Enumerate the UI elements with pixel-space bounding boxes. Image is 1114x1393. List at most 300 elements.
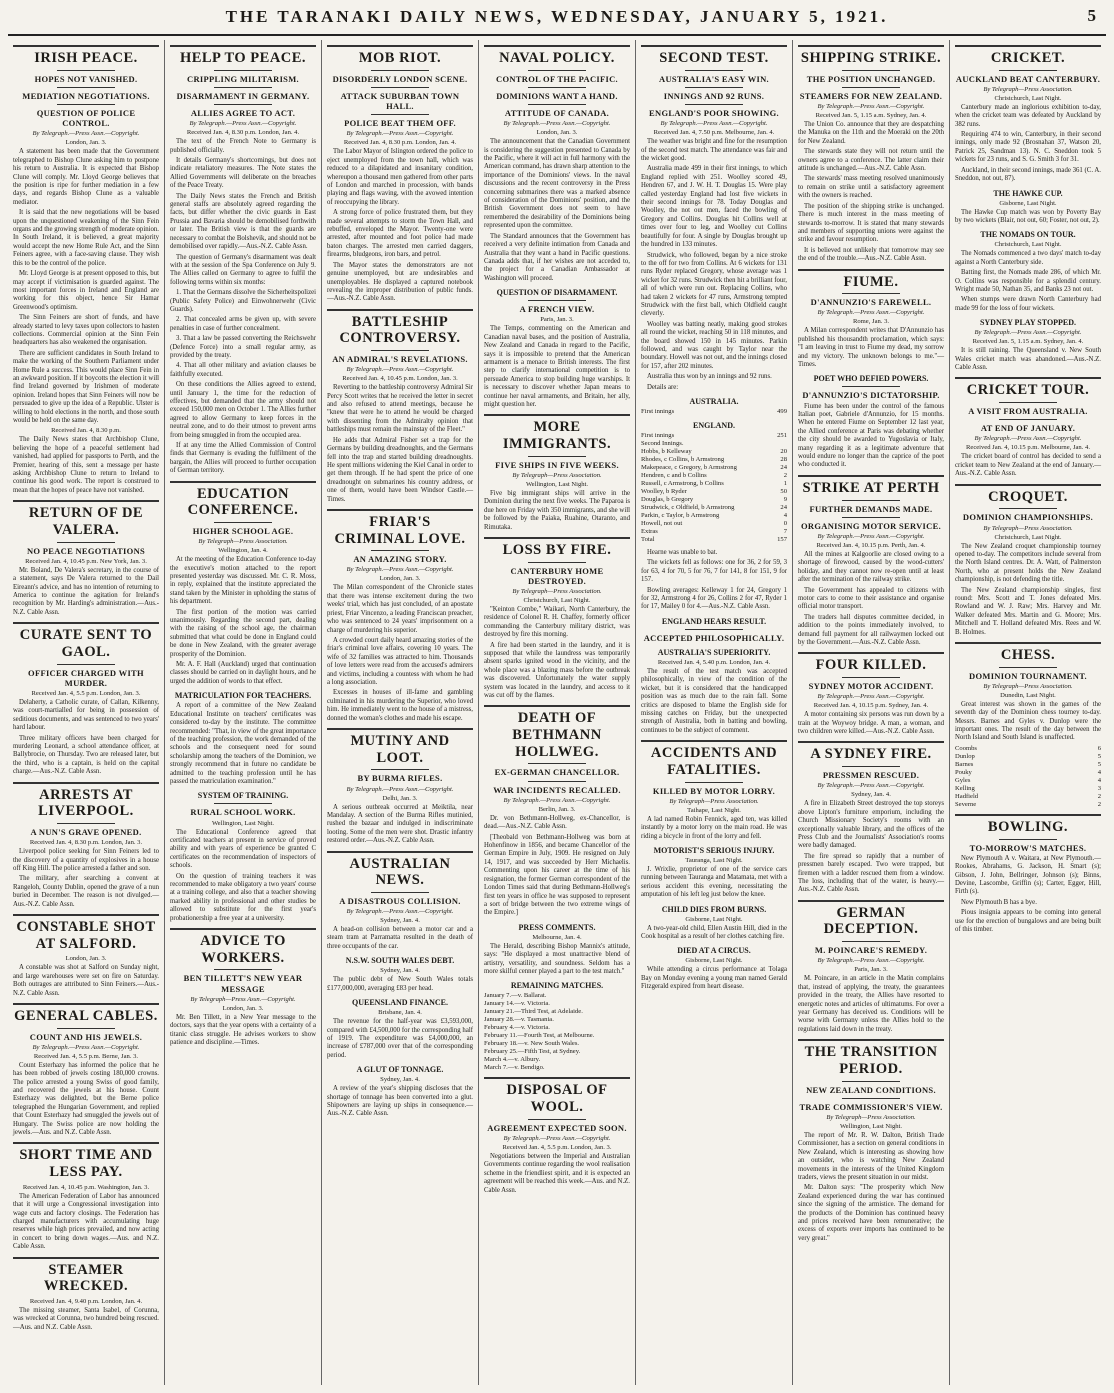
- article-headline: CRICKET.: [990, 50, 1066, 66]
- paragraph: The Milan correspondent of the Chronicle states that there was intense excitement during the two weeks' trial, which has just concluded, of an apostate priest, Friar Vincenzo, a leading Franciscan preacher, who was sentenced to 24 years' imprisonment on a charge of murdering his superior.: [327, 584, 473, 634]
- table-row: [955, 793, 1101, 801]
- headline-rule: [13, 1142, 159, 1144]
- row-value: 5: [1097, 760, 1101, 768]
- article: [641, 946, 787, 991]
- article: [170, 791, 316, 923]
- row-value: 2: [1097, 792, 1101, 800]
- masthead: [8, 0, 1106, 36]
- paragraph: There are sufficient candidates in South Ireland to make the working of the Southern Parliament under Home Rule a success. This would place Sinn Fein in an awkward position. If it boycotts the election it will find Ireland governed by Irishmen of moderate opinion. Ireland hopes that Sinn Feiners will now be persuaded to give up the idea of a Republic. Ulster is willing to hold elections in the north, and those south would be held on the same day.: [13, 349, 159, 425]
- paragraph: Auckland, in their second innings, made 361 (C. A. Sneddon, not out, 87).: [955, 166, 1101, 183]
- article: [13, 622, 159, 776]
- row-label: First innings: [641, 432, 675, 440]
- article-subhead: AN AMAZING STORY.: [353, 554, 447, 565]
- divider: [842, 677, 900, 678]
- paragraph: On these conditions the Allies agreed to extend, until January 1, the time for the reduction of effectives, but demanded that the army should not exceed 150,000 men on October 1. The Allies further agreed to allow Germany to keep forces in the neutral zone, and to do their utmost to prevent arms from being smuggled in from the occupied area.: [170, 381, 316, 439]
- byline: By Telegraph.—Press Assn.—Copyright.: [817, 103, 925, 111]
- divider: [685, 782, 743, 783]
- paragraph: A strong force of police frustrated them, but they made several attempts to storm the Town Hall, and rebuffed, enveloped the Mayor. Twenty-one were arrested, after mounted and foot police had made baton charges. The arrested men carried daggers, firearms, bludgeons, iron bars, and petrol.: [327, 209, 473, 259]
- row-value: 20: [780, 448, 787, 456]
- section-subheading: N.S.W. SOUTH WALES DEBT.: [345, 956, 455, 966]
- dateline: Received Jan. 4, 10.45 p.m. New York, Jan. 3.: [25, 557, 147, 565]
- row-value: 7: [783, 528, 787, 536]
- dateline: London, Jan. 3.: [379, 575, 421, 583]
- article-headline: LOSS BY FIRE.: [502, 541, 612, 558]
- dateline: Received Jan. 4, 5.5 p.m. Berne, Jan. 3.: [33, 1052, 139, 1060]
- headline-rule: [13, 914, 159, 916]
- paragraph: The Union Co. announce that they are despatching the Manuka on the 11th and the Moeraki on the 20th for New Zealand.: [798, 121, 944, 145]
- byline: By Telegraph.—Press Assn.—Copyright.: [503, 120, 611, 128]
- table-row: [955, 801, 1101, 809]
- article: [327, 998, 473, 1060]
- row-value: 2: [1097, 800, 1101, 808]
- dateline: Received Jan. 4, 8.30 p.m. London, Jan. 4.: [343, 139, 457, 147]
- article-headline: SECOND TEST.: [659, 50, 769, 66]
- row-label: Kelling: [955, 784, 975, 792]
- divider: [842, 500, 900, 501]
- paragraph: J. Wrixlie, proprietor of one of the service cars running between Tauranga and Matamata, met with a serious accident this evening, necessitating the amputation of his left leg just below the knee.: [641, 866, 787, 899]
- headline-rule: [484, 414, 630, 416]
- headline-rule: [13, 500, 159, 502]
- article-headline: FIUME.: [843, 273, 899, 290]
- row-label: Total: [641, 536, 655, 544]
- divider: [57, 104, 115, 105]
- table-row: [641, 496, 787, 504]
- paragraph: A Milan correspondent writes that D'Annunzio has published his thousandth proclamation, which says: "I am leaving in trust to Fiume my dead, my sorrow and my victory. The unknown belongs to me."—Times.: [798, 327, 944, 369]
- headline-rule: [955, 45, 1101, 47]
- article-headline: EDUCATION CONFERENCE.: [187, 485, 299, 519]
- headline-rule: [13, 45, 159, 47]
- article: [641, 846, 787, 900]
- paragraph: A head-on collision between a motor car and a steam tram at Parramatta resulted in the death of three occupants of the car.: [327, 926, 473, 950]
- article-headline: NAVAL POLICY.: [499, 50, 615, 66]
- section-subheading: CHILD DIES FROM BURNS.: [661, 904, 767, 914]
- headline-rule: [955, 642, 1101, 644]
- dateline: London, Jan. 3.: [222, 1004, 264, 1012]
- paragraph: Negotiations between the Imperial and Australian Governments continue regarding the wool realisation scheme in the friendliest spirit, and it is expected an agreement will be reached this week.—Aus. and N.Z. Cable Assn.: [484, 1152, 630, 1194]
- article: [327, 956, 473, 993]
- paragraph: Reverting to the battleship controversy Admiral Sir Percy Scott writes that he received the letter in secret and also refused to attend meetings, because he "knew that were he to attend he would be charged with dissenting from the Admiralty opinion that battleships must remain the mainstay of the Fleet.": [327, 384, 473, 434]
- paragraph: It is still raining. The Queensland v. New South Wales cricket match was abandoned.—Aus.-N.Z. Cable Assn.: [955, 347, 1101, 371]
- section-subheading: QUEENSLAND FINANCE.: [351, 998, 448, 1008]
- score-table: [484, 992, 630, 1072]
- article: [641, 397, 787, 416]
- article-subhead: PRESSMEN RESCUED.: [822, 770, 920, 781]
- article-subhead: D'ANNUNZIO'S DICTATORSHIP.: [802, 390, 940, 401]
- divider: [371, 892, 429, 893]
- table-row: [641, 408, 787, 416]
- article-headline: CROQUET.: [988, 488, 1068, 505]
- column-3: [322, 40, 479, 1385]
- table-row: [484, 992, 630, 1000]
- section-subheading: A GLUT OF TONNAGE.: [356, 1065, 444, 1075]
- byline: By Telegraph.—Press Assn.—Copyright.: [32, 130, 140, 138]
- dateline: Sydney, Jan. 4.: [380, 917, 420, 925]
- article-headline: DEATH OF BETHMANN HOLLWEG.: [512, 710, 602, 760]
- divider: [842, 1098, 900, 1099]
- paragraph: A lad named Robin Fennick, aged ten, was killed instantly by a motor lorry on the main road. He was riding a bicycle in front of the lorry and fell.: [641, 815, 787, 840]
- article: [955, 189, 1101, 226]
- dateline: Christchurch, Last Night.: [523, 597, 591, 604]
- paragraph: [Theobald von Bethmann-Hollweg was born at Hohenfinow in 1856, and became Chancellor of the German Empire in July, 1909. He resigned on July 14, 1917, and was succeeded by Herr Michaelis. Commenting upon his career at the time of his resignation, the former German correspondent of the London Times said that during Bethmann-Hollweg's first ten years in office he was supposed to represent a sort of bridge between the two extreme wings of the Empire.]: [484, 833, 630, 917]
- row-value: 3: [1097, 784, 1101, 792]
- article-subhead: AUCKLAND BEAT CANTERBURY.: [955, 73, 1101, 84]
- article-subhead: ATTITUDE OF CANADA.: [504, 108, 610, 119]
- dateline: Melbourne, Jan. 4.: [532, 933, 582, 941]
- headline-rule: [13, 782, 159, 784]
- paragraph: A two-year-old child, Ellen Austin Hill, died in the Cook hospital as a result of her clothes catching fire.: [641, 924, 787, 941]
- headline-rule: [798, 269, 944, 271]
- article-subhead: OFFICER CHARGED WITH MURDER.: [28, 667, 144, 688]
- paragraph: Delaherty, a Catholic curate, of Callan, Kilkenny, was court-martialled for being in possession of seditious documents, and was sentenced to two years' hard labour.: [13, 698, 159, 732]
- paragraph: The revenue for the half-year was £3,593,000, compared with £4,500,000 for the corresponding half of 1919. The expenditure was £4,000,000, an increase of £787,000 over that of the corresponding period.: [327, 1018, 473, 1059]
- divider: [842, 70, 900, 71]
- article: [13, 782, 159, 909]
- article: [170, 691, 316, 786]
- article-subhead: AUSTRALIA'S EASY WIN.: [659, 73, 769, 84]
- dateline: Wellington, Last Night.: [839, 1122, 903, 1130]
- paragraph: It details Germany's shortcomings, but does not indicate retaliatory measures. The Note states the Allied Governments will deliberate on the breaches of the Peace Treaty.: [170, 157, 316, 190]
- row-label: Douglas, b Gregory: [641, 496, 694, 504]
- article-headline: MOB RIOT.: [358, 50, 442, 66]
- row-value: 24: [780, 504, 787, 512]
- dateline: Delhi, Jan. 3.: [382, 794, 418, 802]
- section-subheading: SYSTEM OF TRAINING.: [197, 791, 289, 801]
- paragraph: The Temps, commenting on the American and Canadian naval bases, and the position of Australia, New Zealand and Canada in regard to the Pacific, says it is impossible to pretend that the American armament is a menace to British interests. The first step to clarify international competition is to persuade America to stop building huge warships. It is necessary to discover whether Japan means to continue her naval armaments, and Britain, her ally, might question her.: [484, 325, 630, 408]
- article-subhead: ATTACK SUBURBAN TOWN HALL.: [340, 90, 460, 112]
- divider: [214, 803, 272, 804]
- paragraph: The weather was bright and fine for the resumption of the second test match. The attendance was fair and the wicket good.: [641, 138, 787, 163]
- divider: [57, 542, 115, 543]
- divider: [371, 350, 429, 351]
- section-subheading: SYDNEY PLAY STOPPED.: [979, 318, 1077, 328]
- row-label: Coombs: [955, 744, 977, 752]
- paragraph: He adds that Admiral Fisher set a trap for the Germans by building dreadnoughts, and the Germans fell into the trap and started building dreadnoughts. He spent millions widening the Kiel Canal in order to get them through. If he had spent the price of one dreadnought on submarines his country address, or one of them, would have been Windsor Castle.—Times.: [327, 436, 473, 503]
- row-value: 4: [783, 512, 787, 520]
- dateline: Tauranga, Last Night.: [685, 857, 743, 865]
- table-row: [641, 512, 787, 520]
- byline: By Telegraph.—Press Assn.—Copyright.: [817, 532, 925, 540]
- article-subhead: DOMINION CHAMPIONSHIPS.: [962, 512, 1094, 523]
- article-subhead: HOPES NOT VANISHED.: [34, 73, 138, 84]
- score-table: [955, 745, 1101, 809]
- divider: [999, 419, 1057, 420]
- divider: [999, 508, 1057, 509]
- article-subhead: POLICE BEAT THEM OFF.: [344, 118, 456, 129]
- divider: [685, 104, 743, 105]
- headline-rule: [641, 45, 787, 47]
- paragraph: Pious insignia appears to be coming into general use for the erection of bungalows and are being built of this timber.: [955, 909, 1101, 933]
- article: [955, 45, 1101, 184]
- article-headline: STRIKE AT PERTH: [802, 479, 940, 496]
- divider: [371, 769, 429, 770]
- paragraph: The public debt of New South Wales totals £177,000,000, averaging £83 per head.: [327, 976, 473, 992]
- row-value: 0: [783, 520, 787, 528]
- row-label: Extras: [641, 528, 658, 536]
- byline: By Telegraph—Press Association.: [198, 538, 288, 546]
- headline-rule: [13, 1257, 159, 1259]
- divider: [842, 87, 900, 88]
- headline-rule: [798, 652, 944, 654]
- article: [13, 45, 159, 495]
- dateline: London, Jan. 3.: [65, 139, 107, 147]
- dateline: Received Jan. 5, 1.15 a.m. Sydney, Jan. 4.: [972, 338, 1084, 346]
- divider: [528, 562, 586, 563]
- headline-rule: [484, 45, 630, 47]
- article: [955, 377, 1101, 478]
- dateline: Received Jan. 4, 8.30 p.m. London, Jan. 4.: [186, 129, 300, 137]
- paragraph: Requiring 474 to win, Canterbury, in their second innings, only made 92 (Brosnahan 37, Watson 20, Patrick 25, Sandman 13). N. C. Sneddon took 5 wickets for 23 runs, and S. G. Smith 3 for 31.: [955, 131, 1101, 164]
- byline: By Telegraph.—Press Assn.—Copyright.: [660, 120, 768, 128]
- column-1: [8, 40, 165, 1385]
- columns: [8, 40, 1106, 1385]
- article-subhead: QUESTION OF POLICE CONTROL.: [36, 108, 136, 129]
- column-6: [793, 40, 950, 1385]
- article-subhead: RURAL SCHOOL WORK.: [190, 807, 296, 818]
- table-row: [484, 1040, 630, 1048]
- paragraph: It is said that the new negotiations will be based upon the unquestioned weakening of the Sinn Fein organs and the growing strength of moderate opinion. In South Ireland, it is believed, a great majority would accept the new Home Rule Act, and the Sinn Feiners agree, with a face-saving clause. They wish this to be the control of the police.: [13, 209, 159, 267]
- paragraph: The Nomads commenced a two days' match to-day against a North Canterbury side.: [955, 250, 1101, 266]
- paragraph: A crowded court daily heard amazing stories of the friar's criminal love affairs, covering 10 years. The wife of 32 families was attracted to him. Thousands of love letters were read from the accused's admirers and victims, including a countess with whom he had a long association.: [327, 636, 473, 686]
- paragraph: Great interest was shown in the games of the seventh day of the Dominion chess tourney to-day. Messrs. Barnes and Gyles v. Dunlop were the important ones. The result of the day between the North Island and South Island is unaffected.: [955, 700, 1101, 742]
- dateline: Wellington, Last Night.: [211, 819, 275, 827]
- article-headline: DISPOSAL OF WOOL.: [506, 1082, 608, 1116]
- article: [13, 1003, 159, 1138]
- article-subhead: KILLED BY MOTOR LORRY.: [652, 785, 776, 796]
- paragraph: "Keinton Combe," Waikari, North Canterbury, the residence of Colonel R. H. Chaffey, formerly officer commanding the Canterbury military district, was destroyed by fire this morning.: [484, 606, 630, 639]
- paragraph: The Herald, describing Bishop Mannix's attitude, says: "He displayed a most unattractive blend of artistry, versatility, and soundness. Seldom has a more skilful cenner played a part to the test match.": [484, 942, 630, 975]
- dateline: Sydney, Jan. 4.: [380, 1076, 420, 1084]
- divider: [371, 114, 429, 115]
- row-label: January 14.—v. Victoria.: [484, 1000, 550, 1008]
- paragraph: The Mayor states the demonstrators are not genuine unemployed, but are undesirables and unemployables. He displayed a captured notebook revealing the improper distribution of public funds.—Aus.-N.Z. Cable Assn.: [327, 261, 473, 303]
- divider: [214, 969, 272, 970]
- row-label: Rhodes, c Collins, b Armstrong: [641, 456, 725, 464]
- paragraph: The first portion of the motion was carried unanimously. Regarding the second part, dealing with the raising of the school age, the chairman submitted that what could be done in England could be done in New Zealand, with the greater average prosperity of the Dominion.: [170, 608, 316, 658]
- dateline: Wellington, Last Night.: [525, 480, 589, 488]
- article-subhead: CONTROL OF THE PACIFIC.: [496, 73, 618, 84]
- row-label: January 28.—v. Tasmania.: [484, 1016, 554, 1024]
- article: [798, 900, 944, 1034]
- row-label: Hadfield: [955, 792, 979, 800]
- dateline: Rome, Jan. 3.: [852, 318, 890, 326]
- row-label: Severne: [955, 800, 977, 808]
- section-subheading: THE NOMADS ON TOUR.: [980, 230, 1076, 240]
- headline-rule: [327, 851, 473, 853]
- paragraph: 3. That a law be passed converting the Reichswehr (Defence Force) into a small regular army, as provided by the treaty.: [170, 335, 316, 359]
- divider: [528, 763, 586, 764]
- article-headline: IRISH PEACE.: [34, 50, 138, 66]
- article: [170, 928, 316, 1047]
- article: [13, 1142, 159, 1251]
- byline: By Telegraph.—Press Assn.—Copyright.: [974, 435, 1082, 443]
- headline-rule: [327, 45, 473, 47]
- article: [484, 537, 630, 701]
- paragraph: Australia thus won by an innings and 92 runs.: [647, 373, 772, 381]
- byline: By Telegraph.—Press Assn.—Copyright.: [503, 796, 611, 804]
- article-subhead: NEW ZEALAND CONDITIONS.: [806, 1084, 936, 1095]
- headline-rule: [13, 622, 159, 624]
- article-subhead: A FRENCH VIEW.: [519, 304, 595, 315]
- headline-rule: [798, 475, 944, 477]
- paragraph: A fire in Elizabeth Street destroyed the top storeys above Lipton's furniture emporium, including the Church Missionary Society's rooms with an exceptionally valuable library, and the offices of the Press Club and the Journalists' Association's rooms were badly damaged.: [798, 800, 944, 850]
- row-label: January 21.—Third Test, at Adelaide.: [484, 1008, 583, 1016]
- paragraph: 2. That concealed arms be given up, with severe penalties in case of further concealment.: [170, 316, 316, 332]
- paragraph: 1. That the Germans dissolve the Sicherheitspolizei (Public Safety Police) and Einwohnerwehr (Civic Guards).: [170, 289, 316, 313]
- headline-rule: [641, 740, 787, 742]
- article-subhead: FIVE SHIPS IN FIVE WEEKS.: [495, 459, 619, 470]
- row-label: Second Innings.: [641, 440, 684, 448]
- paragraph: The Daily News states that Archbishop Clune, believing the hope of a peaceful settlement had vanished, had applied for passports to Perth, and the Premier, hearing of this, sent a message per haste asking Archbishop Clune to return to Ireland to continue his good work. The report is construed to mean that the hopes of peace have not vanished.: [13, 436, 159, 494]
- byline: By Telegraph.—Press Assn.—Copyright.: [817, 782, 925, 790]
- article-subhead: HIGHER SCHOOL AGE.: [192, 526, 294, 537]
- row-label: Barnes: [955, 760, 974, 768]
- row-label: March 7.—v. Bendigo.: [484, 1064, 545, 1072]
- byline: By Telegraph.—Press Assn.—Copyright.: [189, 120, 297, 128]
- divider: [528, 87, 586, 88]
- row-label: Parkin, c Taylor, b Armstrong: [641, 512, 720, 520]
- headline-rule: [955, 377, 1101, 379]
- divider: [57, 87, 115, 88]
- paragraph: The report of Mr. R. W. Dalton, British Trade Commissioner, has a section on general conditions in New Zealand, which is interesting as showing how an outsider, who is watching New Zealand movements in the interests of the United Kingdom traders, views the present situation in our midst.: [798, 1131, 944, 1181]
- dateline: Received Jan. 4, 5.5 p.m. London, Jan. 3.: [502, 1143, 612, 1151]
- article-subhead: A NUN'S GRAVE OPENED.: [30, 826, 142, 837]
- table-row: [641, 464, 787, 472]
- dateline: Received Jan. 4, 10.45 p.m. Washington, Jan. 3.: [22, 1183, 150, 1191]
- paragraph: 4. That all other military and aviation clauses be faithfully executed.: [170, 362, 316, 378]
- paragraph: Australia made 499 in their first innings, to which England replied with 251. Woolley scored 49, Hendren 67, and J. W. H. T. Douglas 15. Were play called yesterday England had lost five wickets in their second innings for 78. Today Douglas and Woolley, the not out men, faced the bowling of Gregory and Collins. Douglas hit Collins well at times over four to leg, and Woolley cut Collins beautifully for four. A single by Douglas brought up the hundred in 133 minutes.: [641, 165, 787, 249]
- article-subhead: INNINGS AND 92 RUNS.: [663, 90, 765, 101]
- paragraph: Bowling averages: Kelleway 1 for 24, Gregory 1 for 32, Armstrong 4 for 26, Collins 2 for 47, Ryder 1 for 17, Mailey 0 for 4.—Aus.-N.Z. Cable Assn.: [641, 586, 787, 611]
- page-number: 5: [1087, 6, 1096, 25]
- article-subhead: DOMINION TOURNAMENT.: [969, 670, 1087, 681]
- paragraph: The Daily News states the French and British general staffs are absolutely agreed regarding the facts, but differ whether the civic guards in East Prussia and Bavaria should be demobilised forthwith or later. The British view is that the guards are necessary to combat the Bolshevik, and should not be demobilised over rapidly.—Aus.-N.Z. Cable Assn.: [170, 192, 316, 251]
- section-subheading: POET WHO DEFIED POWERS.: [813, 374, 929, 384]
- headline-rule: [798, 45, 944, 47]
- divider: [999, 667, 1057, 668]
- article: [955, 642, 1101, 809]
- paragraph: The cricket board of control has decided to send a cricket team to New Zealand at the end of January.—Aus.-N.Z. Cable Assn.: [955, 453, 1101, 478]
- article-headline: BOWLING.: [987, 818, 1069, 835]
- article: [484, 45, 630, 283]
- table-row: [641, 440, 787, 448]
- article: [798, 475, 944, 648]
- headline-rule: [798, 1039, 944, 1041]
- paragraph: The Hawke Cup match was won by Poverty Bay by two wickets (Blair, not out, 60; Foster, not out, 2).: [955, 208, 1101, 224]
- byline: By Telegraph—Press Association.: [983, 682, 1073, 690]
- table-row: [955, 769, 1101, 777]
- article: [955, 318, 1101, 372]
- paragraph: The fire spread so rapidly that a number of pressmen barely escaped. Two were trapped, but firemen with a ladder rescued them from a window. The loss, including that of the water, is heavy.—Aus.-N.Z. Cable Assn.: [798, 852, 944, 894]
- row-label: January 7.—v. Ballarat.: [484, 992, 547, 1000]
- article: [641, 740, 787, 841]
- article-subhead: ORGANISING MOTOR SERVICE.: [801, 520, 941, 531]
- article-subhead: STEAMERS FOR NEW ZEALAND.: [799, 90, 943, 101]
- dateline: London, Jan. 3.: [536, 129, 578, 137]
- article-headline: SHIPPING STRIKE.: [800, 50, 942, 66]
- section-subheading: PRESS COMMENTS.: [518, 922, 596, 932]
- table-row: [641, 480, 787, 488]
- row-label: February 11.—Fourth Test, at Melbourne.: [484, 1032, 595, 1040]
- dateline: Received Jan. 4, 10.45 p.m. London, Jan. 3.: [342, 375, 458, 383]
- dateline: Received Jan. 4, 10.15 p.m. Melbourne, Jan. 4.: [966, 444, 1090, 452]
- score-table: [641, 408, 787, 416]
- dateline: Received Jan. 5, 1.15 a.m. Sydney, Jan. 4.: [815, 112, 927, 120]
- divider: [57, 70, 115, 71]
- paragraph: A serious outbreak occurred at Meiktila, near Mandalay. A section of the Burma Rifles mutinied, rushed the bazaar and indulged in indiscriminate looting. Some of the men were shot. Drastic infantry restored order.—Aus.-N.Z. Cable Assn.: [327, 803, 473, 845]
- paragraph: The wickets fell as follows: one for 36, 2 for 59, 3 for 63, 4 for 70, 5 for 76, 7 for 141, 8 for 151, 9 for 157.: [641, 559, 787, 584]
- article: [641, 421, 787, 544]
- divider: [842, 941, 900, 942]
- paragraph: On the question of training teachers it was recommended to make obligatory a two years' course at a training college, and also that a teacher showing marked ability in professional and other studies be allowed to substitute for the first year's probationership a free year at a university.: [170, 872, 316, 922]
- row-label: Howell, not out: [641, 520, 683, 528]
- article-subhead: COUNT AND HIS JEWELS.: [29, 1031, 143, 1042]
- divider: [57, 1028, 115, 1029]
- article-headline: MORE IMMIGRANTS.: [502, 419, 612, 453]
- row-value: 1: [783, 480, 787, 488]
- dateline: Taihape, Last Night.: [687, 806, 741, 814]
- article: [327, 309, 473, 504]
- headline-rule: [13, 1003, 159, 1005]
- article: [484, 288, 630, 409]
- article: [798, 45, 944, 264]
- row-label: Woolley, b Ryder: [641, 488, 687, 496]
- article-subhead: AGREEMENT EXPECTED SOON.: [487, 1122, 627, 1133]
- paragraph: M. Poincare, in an article in the Matin complains that, instead of applying, the treaty, the guarantees provided in the treaty, the Allies have resorted to energetic notes and articles of ultimatums. For over a year Germany has deceived us. Conditions will be worse with Germany unless the Allies hold to the regulations laid down in the treaty.: [798, 975, 944, 1033]
- paragraph: If at any time the Allied Commission of Control finds that Germany is evading the fulfilment of the bargain, the Allies will proceed to further occupation of German territory.: [170, 442, 316, 475]
- article: [484, 981, 630, 1072]
- article-headline: A SYDNEY FIRE.: [810, 746, 932, 763]
- table-row: [484, 1032, 630, 1040]
- headline-rule: [484, 1077, 630, 1079]
- column-4: [479, 40, 636, 1385]
- paragraph: The missing steamer, Santa Isabel, of Corunna, was wrecked at Corunna, two hundred being rescued.—Aus. and N.Z. Cable Assn.: [13, 1307, 159, 1331]
- article-headline: STEAMER WRECKED.: [43, 1261, 129, 1295]
- divider: [528, 456, 586, 457]
- byline: By Telegraph.—Press Assn.—Copyright.: [346, 785, 454, 793]
- dateline: Received Jan. 4, 5.40 p.m. London, Jan. 4.: [657, 659, 771, 667]
- section-subheading: REMAINING MATCHES.: [510, 981, 604, 991]
- article-headline: FOUR KILLED.: [815, 657, 927, 674]
- divider: [371, 70, 429, 71]
- divider: [214, 87, 272, 88]
- section-subheading: AUSTRALIA.: [689, 397, 739, 407]
- article: [484, 923, 630, 977]
- divider: [214, 70, 272, 71]
- article-headline: CURATE SENT TO GAOL.: [19, 627, 153, 660]
- byline: By Telegraph—Press Association.: [983, 524, 1073, 532]
- table-row: [641, 528, 787, 536]
- paragraph: Liverpool police seeking for Sinn Feiners led to the discovery of a quantity of explosives in a house off King Hill. The police arrested a father and son.: [13, 848, 159, 872]
- divider: [214, 522, 272, 523]
- paragraph: A statement has been made that the Government telegraphed to Bishop Clune asking him to postpone his return to Australia. It is expected that Bishop Clune will comply. Mr. Lloyd George believes that the position is ripe for further mediation in a few days, and regards Bishop Clune as a valuable mediator.: [13, 148, 159, 206]
- dateline: London, Jan. 3.: [65, 955, 107, 963]
- divider: [57, 823, 115, 824]
- byline: By Telegraph.—Press Assn.—Copyright.: [817, 309, 925, 317]
- table-row: [641, 448, 787, 456]
- article-subhead: CANTERBURY HOME DESTROYED.: [510, 565, 604, 586]
- byline: By Telegraph—Press Association.: [983, 85, 1073, 93]
- table-row: [484, 1048, 630, 1056]
- paragraph: New Plymouth A v. Waitara, at New Plymouth.—Rookes, Abrahams, G. Jackson, H. Smart (s); Gibson, J. John, Bellringer, Johnson (s); Binns, Devine, Lascombe, Griffin (s); Carter, Egger, Hill, Firth (s).: [955, 854, 1101, 896]
- article-headline: ARRESTS AT LIVERPOOL.: [38, 786, 134, 820]
- article: [484, 1077, 630, 1195]
- section-subheading: QUESTION OF DISARMAMENT.: [496, 288, 618, 298]
- divider: [57, 664, 115, 665]
- headline-rule: [170, 45, 316, 47]
- article-headline: BATTLESHIP CONTROVERSY.: [339, 313, 461, 347]
- headline-rule: [798, 900, 944, 902]
- table-row: [641, 504, 787, 512]
